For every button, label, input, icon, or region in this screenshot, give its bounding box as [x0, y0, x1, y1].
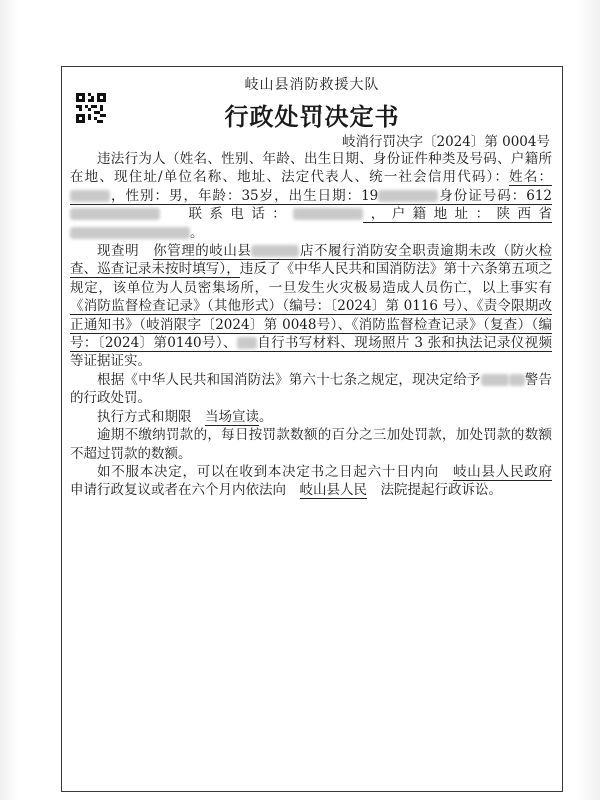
execution-method: 当场宣读	[205, 408, 259, 425]
phone-label: 联系电话：	[188, 206, 294, 223]
review-organ: 岐山县人民政府	[453, 463, 553, 480]
redacted-name-4	[509, 374, 525, 386]
party-intro: 违法行为人（姓名、性别、年龄、出生日期、身份证件种类及号码、户籍所在地、现住址/单位名称、地址、法定代表人、统一社会信用代码）：	[70, 151, 552, 186]
party-details: 姓名：，性别：男，年龄：35岁，出生日期：19	[70, 169, 552, 204]
redacted-shop-name	[251, 245, 299, 257]
appeal-section: 如不服本决定，可以在收到本决定书之日起六十日内向 岐山县人民政府 申请行政复议或者在六个月内依法向 岐山县人民 法院提起行政诉讼。	[70, 463, 553, 499]
facts-section: 现查明 你管理的岐山县 店不履行消防安全职责逾期未改（防火检查、巡查记录未按时填写），违反了《中华人民共和国消防法》第十六条第五项之规定，该单位为人员密集场所，一旦发生火灾极易造成人员伤亡，以上事实有《消防监督检查记录》（其他形式）（编号：〔2024〕第 0116 号）、《责令限期改正通知书》（岐消限字〔2024〕第 0048号）、《消防监督检查记录》（复查）（编号：〔2024〕第0140号）、 自行书写材料、现场照片 3 张和执法记录仪视频等证据证实。	[70, 243, 553, 370]
facts-finding: 你管理的岐山县 店不履行消防安全职责逾期未改（防火检查、巡查记录未按时填写），	[70, 243, 553, 278]
redacted-address	[70, 227, 190, 239]
redacted-phone	[293, 208, 363, 220]
agency-name: 岐山县消防救援大队	[244, 77, 380, 93]
huji-label-text: ，户籍地址：	[363, 206, 497, 223]
court-name: 岐山县人民	[299, 482, 367, 499]
id-prefix: 612	[526, 187, 553, 204]
address-prefix: 陕西省	[496, 206, 552, 223]
redacted-name	[70, 190, 110, 202]
id-label: 身份证号码：	[438, 187, 527, 204]
decision-section: 根据《中华人民共和国消防法》第六十七条之规定，现决定给予 警告的行政处罚。	[70, 371, 553, 407]
party-section: 违法行为人（姓名、性别、年龄、出生日期、身份证件种类及号码、户籍所在地、现住址/单位名称、地址、法定代表人、统一社会信用代码）：姓名：，性别：男，年龄：35岁，出生日期：19 身份证号码：612 联系电话： ，户籍地址：陕西省。	[70, 151, 553, 241]
document-title: 行政处罚决定书	[224, 102, 400, 131]
redacted-id-number	[70, 208, 160, 220]
document-number: 岐消行罚决字〔2024〕第 0004号	[341, 134, 550, 150]
redacted-name-2	[237, 337, 257, 349]
document-body	[70, 150, 552, 500]
redacted-birthdate	[378, 190, 438, 202]
evidence-list: 《消防监督检查记录》（其他形式）（编号：〔2024〕第 0116 号）、《责令限期改正通知书》（岐消限字〔2024〕第 0048号）、《消防监督检查记录》（复查）（编号：〔2024〕第0140号）、 自行书写材料、现场照片 3 张和执法记录仪视频	[70, 298, 552, 352]
execution-section: 执行方式和期限 当场宣读。	[97, 408, 273, 425]
overdue-section: 逾期不缴纳罚款的，每日按罚款数额的百分之三加处罚款，加处罚款的数额不超过罚款的数额。	[70, 427, 552, 462]
redacted-name-3	[481, 374, 509, 386]
